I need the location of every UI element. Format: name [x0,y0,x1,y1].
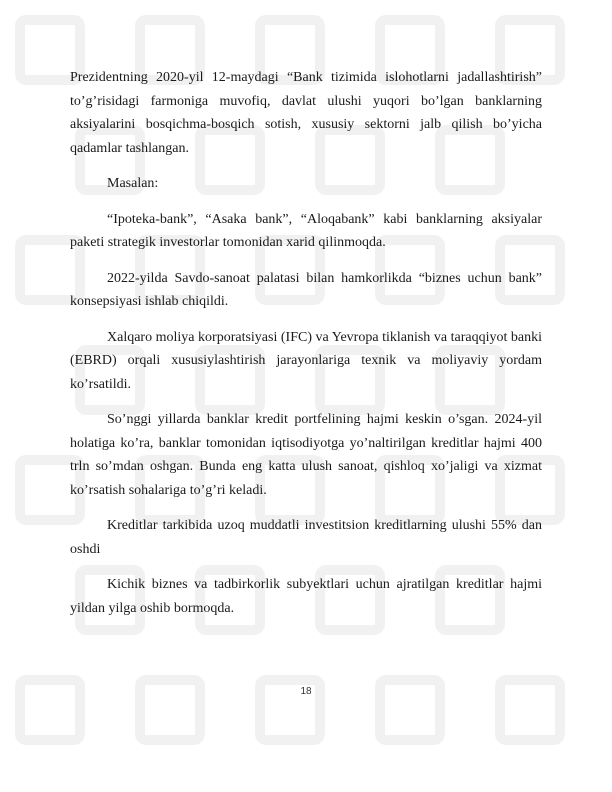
document-body [70,66,542,632]
paragraph: 2022-yilda Savdo-sanoat palatasi bilan hamkorlikda “biznes uchun bank” konsepsiyasi ishlab chiqildi. [70,270,542,309]
paragraph: “Ipoteka-bank”, “Asaka bank”, “Aloqabank” kabi banklarning aksiyalar paketi strategik investorlar tomonidan xarid qilinmoqda. [70,211,542,250]
paragraph: Kreditlar tarkibida uzoq muddatli investitsion kreditlarning ulushi 55% dan oshdi [70,518,542,557]
paragraph: Xalqaro moliya korporatsiyasi (IFC) va Yevropa tiklanish va taraqqiyot banki (EBRD) orqali xususiylashtirish jarayonlariga texnik va moliyaviy yordam ko’rsatildi. [70,329,542,392]
paragraph: Masalan: [107,176,159,191]
paragraph: So’nggi yillarda banklar kredit portfelining hajmi keskin o’sgan. 2024-yil holatiga ko’ra, banklar tomonidan iqtisodiyotga yo’naltirilgan kreditlar hajmi 400 trln so’mdan oshgan. Bunda eng katta ulush sanoat, qishloq xo’jaligi va xizmat ko’rsatish sohalariga to’g’ri keladi. [70,412,542,498]
page-number: 18 [300,686,312,697]
paragraph: Kichik biznes va tadbirkorlik subyektlari uchun ajratilgan kreditlar hajmi yildan yilga oshib bormoqda. [70,577,542,616]
paragraph: Prezidentning 2020-yil 12-maydagi “Bank tizimida islohotlarni jadallashtirish” to’g’risidagi farmoniga muvofiq, davlat ulushi yuqori bo’lgan banklarning aksiyalarini bosqichma-bosqich sotish, xususiy sektorni jalb qilish bo’yicha qadamlar tashlangan. [70,70,542,156]
